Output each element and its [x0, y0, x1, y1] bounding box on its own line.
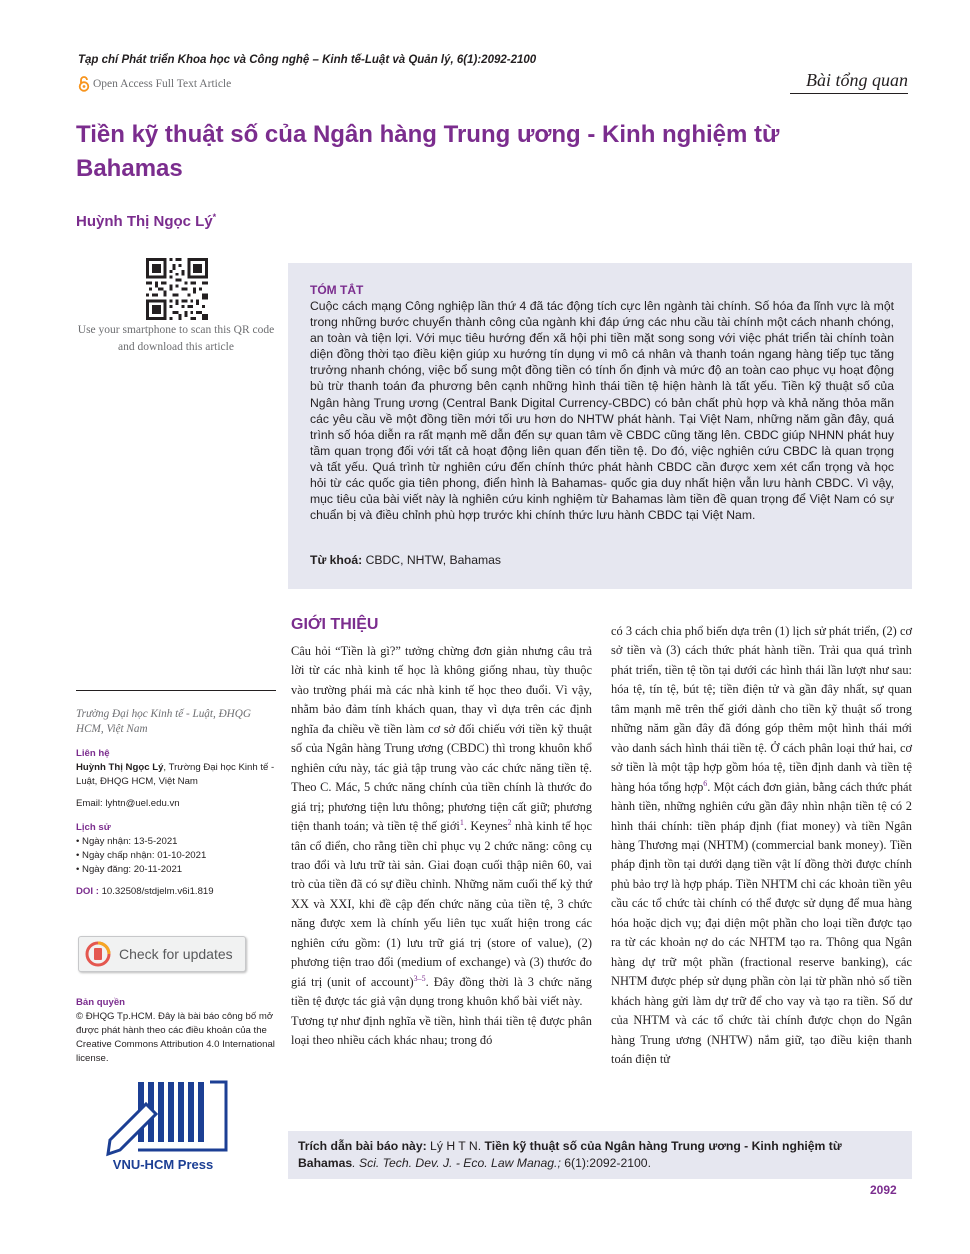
citation-authors: Lý H T N.: [426, 1139, 485, 1153]
citation-journal: . Sci. Tech. Dev. J. - Eco. Law Manag.;: [352, 1156, 561, 1170]
copyright-label: Bản quyền: [76, 997, 126, 1008]
paragraph: Tương tự như định nghĩa về tiền, hình thái tiền tệ được phân loại theo nhiều cách khác nhau; trong đó: [291, 1013, 592, 1048]
press-name: VNU-HCM Press: [112, 1157, 214, 1172]
date-published: • Ngày đăng: 20-11-2021: [76, 864, 183, 875]
keywords: [310, 553, 501, 567]
affiliation: Trường Đại học Kinh tế - Luật, ĐHQG HCM, Việt Nam: [76, 708, 251, 735]
check-updates-label: Check for updates: [119, 946, 233, 962]
section-heading: GIỚI THIỆU: [291, 616, 379, 633]
abstract-heading: TÓM TẮT: [310, 283, 364, 297]
open-access-icon: [78, 76, 90, 92]
citation-ref[interactable]: 2: [507, 817, 512, 827]
doi[interactable]: [76, 885, 276, 899]
text-run: . Đây đồng thời là 3 chức năng tiền tệ được tác giả vận dụng trong khuôn khổ bài viết này.: [291, 974, 592, 1009]
paragraph: [611, 622, 912, 1069]
abstract-box: [288, 263, 912, 589]
doi-label: DOI :: [76, 886, 99, 897]
article-type: Bài tổng quan: [790, 70, 908, 94]
page-number: 2092: [870, 1183, 897, 1197]
citation-title: Tiền kỹ thuật số của Ngân hàng Trung ương - Kinh nghiệm từ Bahamas: [298, 1139, 842, 1170]
contact-rest: , Trường Đại học Kinh tế - Luật, ĐHQG HCM, Việt Nam: [76, 762, 275, 787]
check-updates-icon: [85, 941, 111, 967]
body-column-1: [291, 642, 592, 1051]
doi-value: 10.32508/stdjelm.v6i1.819: [98, 886, 214, 897]
qr-caption: Use your smartphone to scan this QR code and download this article: [77, 324, 275, 353]
author-mark: *: [212, 212, 217, 222]
copyright-text: © ĐHQG Tp.HCM. Đây là bài báo công bố mở được phát hành theo các điều khoản của the Creative Commons Attribution 4.0 International license.: [76, 1011, 275, 1064]
history-label: Lịch sử: [76, 822, 111, 833]
contact-name: Huỳnh Thị Ngọc Lý: [76, 762, 164, 773]
check-for-updates-button[interactable]: [78, 936, 246, 972]
citation-text: [298, 1138, 902, 1172]
citation-box: [288, 1131, 912, 1179]
body-column-2: [611, 622, 912, 1069]
article-info-sidebar: [76, 690, 276, 899]
contact-label: Liên hệ: [76, 748, 110, 759]
citation-ref[interactable]: 1: [459, 817, 464, 827]
paragraph: [291, 642, 592, 1012]
abstract-body: Cuộc cách mạng Công nghiệp lần thứ 4 đã tác động tích cực lên ngành tài chính. Số hóa đa lĩnh vực là một trong những bước chuyển thành công của ngành khi đáp ứng các nhu cầu tài chính một cách nhanh chóng, an toàn và tiện lợi. Với mục tiêu hướng đến xã hội phi tiền mặt song song với việc phát triển tài chính toàn diện đồng thời tạo điều kiện giúp xu hướng tín dụng vi mô cá nhân và thanh toán ngang hàng tiếp tục tăng trưởng nhanh chóng, việc bổ sung một đồng tiền có tính ổn định và mức độ an toàn cao phục vụ hoạt động bù trừ thanh toán đa phương bên cạnh những hình thái tiền tệ hiện hành là tất yếu. Tiền kỹ thuật số của Ngân hàng Trung ương (Central Bank Digital Currency-CBDC) có bản chất phù hợp và khả năng thỏa mãn các yêu cầu về một đồng tiền mới tối ưu hơn do NHTW phát hành. Tại Việt Nam, những năm gần đây, quá trình số hóa diễn ra rất mạnh mẽ dẫn đến sự quan tâm về CBDC cũng tăng lên. CBDC giúp NHNN phát huy tầm quan trọng đối với tất cả hoạt động liên quan đến tiền tệ. Do đó, việc nghiên cứu CBDC là quan trọng và tất yếu. Quá trình từ nghiên cứu đến chính thức phát hành CBDC cần được xem xét cẩn trọng và học hỏi từ các quốc gia tiên phong, điển hình là Bahamas- quốc gia duy nhất hiện vẫn lưu hành CBDC. Vì vậy, mục tiêu của bài viết này là nghiên cứu kinh nghiệm từ Bahamas làm tiền đề quan trọng để Việt Nam có sự chuẩn bị và điều chỉnh phù hợp trước khi chính thức lưu hành CBDC tại Việt Nam.: [310, 299, 894, 523]
author-text: Huỳnh Thị Ngọc Lý: [76, 213, 213, 230]
keywords-value: CBDC, NHTW, Bahamas: [365, 553, 502, 567]
text-run: . Một cách đơn giản, bằng cách thức phát hành tiền, những nghiên cứu gần đây nhìn nhận tiền tệ có 2 hình thái chính: tiền pháp định (fiat money) và tiền Ngân hàng Thương mại (NHTM) (commercial bank money). Tiền pháp định tồn tại dưới dạng tiền vật lí đồng thời được chính phủ bảo trợ là hợp pháp. Tiền NHTM chỉ các khoản tiền yêu cầu các tổ chức tài chính có thể được sử dụng để mua hàng hóa hoặc dịch vụ; đại diện một phần cho loại tiền được tạo ra từ các khoản nợ do các NHTM tạo ra. Thông qua Ngân hàng dự trữ một phần (fractional reserve banking), các NHTM được phép sử dụng phần còn lại từ phần nhỏ số tiền khách hàng gửi làm dự trữ để cho vay và tạo ra tiền. Số dư của NHTM và các tổ chức tài chính được chọn do Ngân hàng Trung ương (NHTW) nắm giữ, tạo điều kiện thanh toán điện tử: [611, 779, 912, 1066]
citation-ref[interactable]: 3–5: [413, 973, 426, 983]
copyright-block: [76, 986, 276, 1066]
citation-issue: 6(1):2092-2100.: [560, 1156, 651, 1170]
text-run: Câu hỏi “Tiền là gì?” tưởng chừng đơn giản nhưng câu trả lời từ các nhà kinh tế học là không giống nhau, tùy thuộc vào trường phái mà các nhà kinh tế học theo đuổi. Vì vậy, nhằm bảo đảm tính khách quan, thay vì dựa trên các định nghĩa đa chiều về tiền làm cơ sở đối chiếu với tiền kỹ thuật số của Ngân hàng Trung ương (CBDC) thì trong khuôn khổ nghiên cứu này, tác giả tập trung vào các chức năng tiền tệ. Theo C. Mác, 5 chức năng chính của tiền chính là thước đo giá trị; phương tiện lưu thông; phương tiện cất giữ; phương tiện thanh toán; và tiền tệ thế giới: [291, 644, 592, 834]
date-received: • Ngày nhận: 13-5-2021: [76, 836, 178, 847]
author-name: [76, 212, 216, 230]
date-accepted: • Ngày chấp nhận: 01-10-2021: [76, 850, 207, 861]
keywords-label: Từ khoá:: [310, 553, 363, 567]
open-access-label: [78, 76, 231, 92]
text-run: . Keynes: [463, 819, 508, 834]
contact-email[interactable]: Email: lyhtn@uel.edu.vn: [76, 798, 180, 809]
article-title: Tiền kỹ thuật số của Ngân hàng Trung ương - Kinh nghiệm từ Bahamas: [76, 121, 780, 182]
citation-label: Trích dẫn bài báo này:: [298, 1139, 427, 1153]
journal-header: Tạp chí Phát triển Khoa học và Công nghệ – Kinh tế-Luật và Quản lý, 6(1):2092-2100: [78, 54, 537, 66]
text-run: có 3 cách chia phổ biến dựa trên (1) lịch sử phát triển, (2) cơ sở tiền và (3) cách thức phát hành tiền. Trải qua quá trình phát triển, tiền tệ tồn tại dưới các hình thái lần lượt như sau: hóa tệ, tín tệ, bút tệ; tiền điện tử và gần đây nhất, sự quan tâm mạnh mẽ trên thế giới dành cho tiền kỹ thuật số trong những năm gần đây đã đóng góp thêm một hình thái mới vào danh sách hình thái tiền tệ. Ở cách phân loại thứ hai, cơ sở tiền là một tập hợp gồm hóa tệ, tiền định danh và tiền tệ hàng hóa tổng hợp: [611, 624, 912, 794]
open-access-text: Open Access Full Text Article: [93, 78, 232, 90]
qr-code-icon[interactable]: [146, 258, 208, 320]
text-run: nhà kinh tế học tân cổ điển, cho rằng tiền chỉ phục vụ 2 chức năng: công cụ trao đổi và lưu trữ tài sản. Giai đoạn cuối thập niên 60, vai trò của tiền đã có sự điều chỉnh. Những năm cuối thế kỷ thứ XX và XXI, khi đề cập đến chức năng của tiền tệ, 3 chức năng được xem là chính yếu liên tục xuất hiện trong các nghiên cứu gồm: (1) lưu trữ giá trị (store of value), (2) phương tiện trao đổi (medium of exchange) và (3) thước đo giá trị (unit of account): [291, 819, 592, 989]
contact-info: [76, 761, 276, 789]
citation-ref[interactable]: 6: [703, 778, 708, 788]
